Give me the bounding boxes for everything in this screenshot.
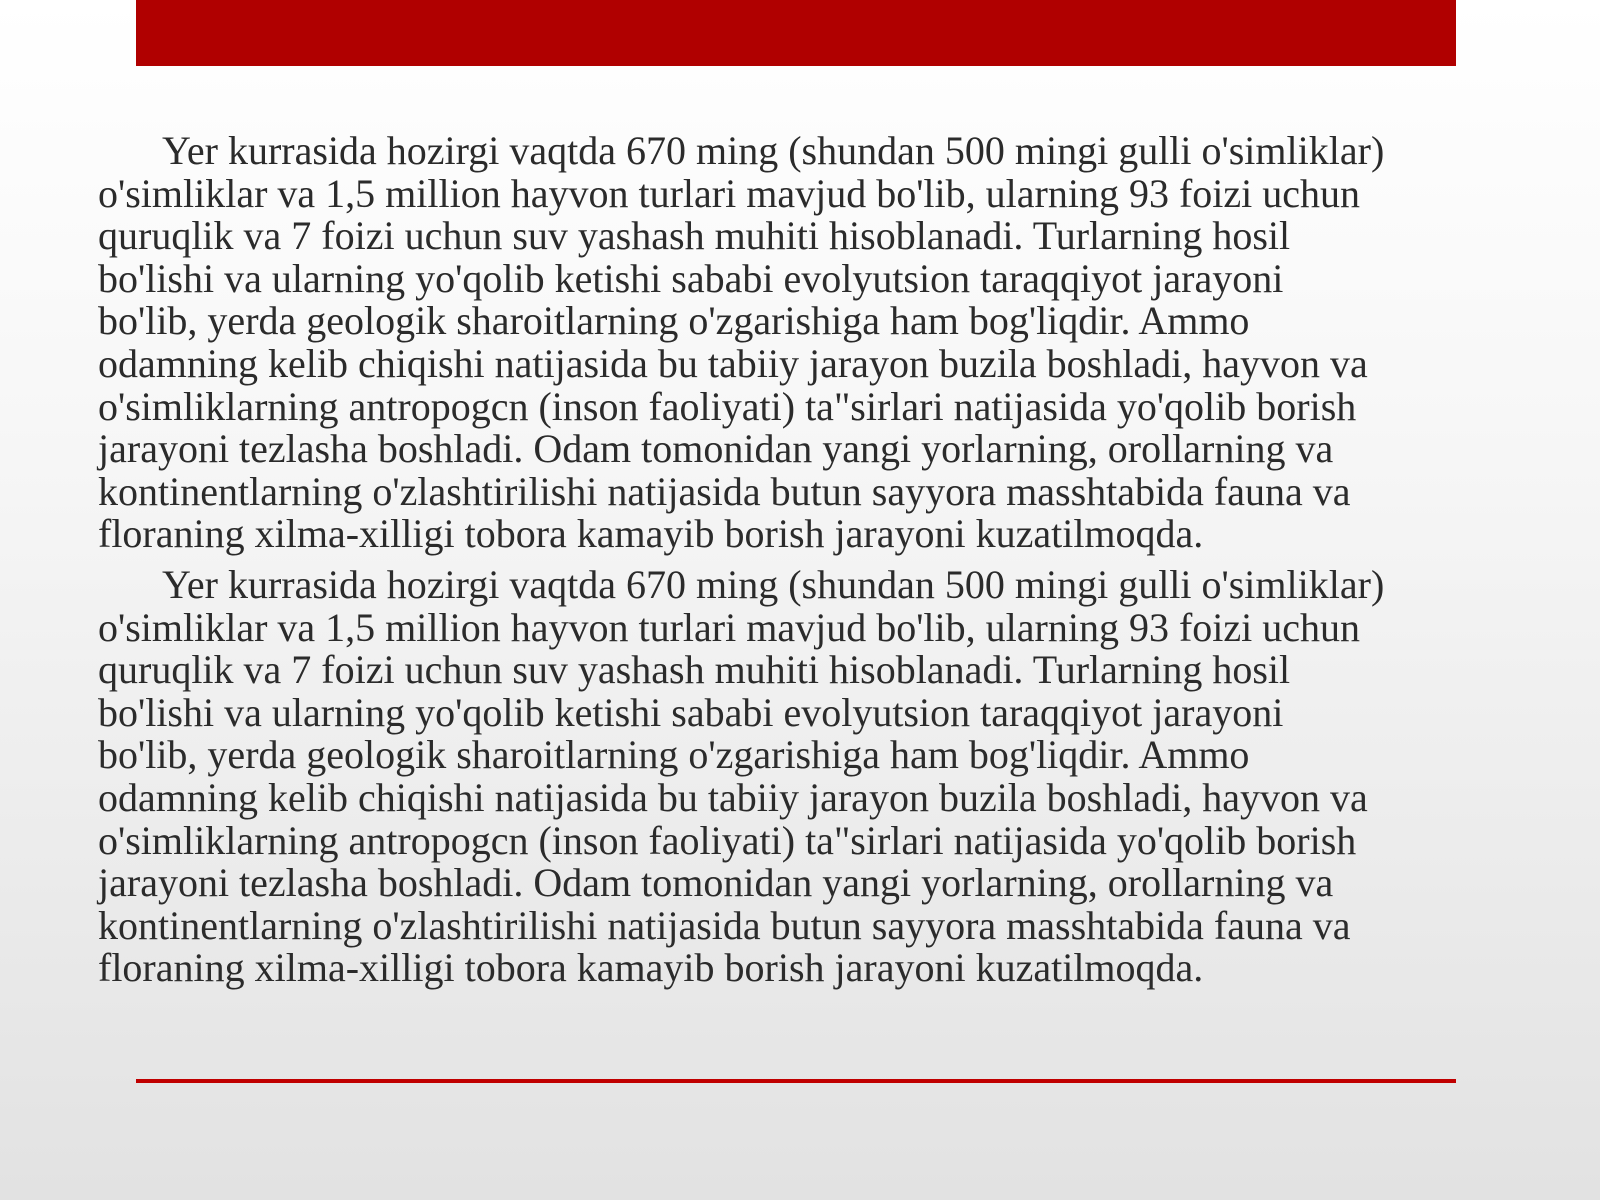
slide-body: [98, 130, 1538, 998]
body-paragraph-1: Yer kurrasida hozirgi vaqtda 670 ming (shundan 500 mingi gulli o'simliklar) o'simliklar va 1,5 million hayvon turlari mavjud bo'lib, ularning 93 foizi uchun quruqlik va 7 foizi uchun suv yashash muhiti hisoblanadi. Turlarning hosil bo'lishi va ularning yo'qolib ketishi sababi evolyutsion taraqqiyot jarayoni bo'lib, yerda geologik sharoitlarning o'zgarishiga ham bog'liqdir. Ammo odamning kelib chiqishi natijasida bu tabiiy jarayon buzila boshladi, hayvon va o'simliklarning antropogcn (inson faoliyati) ta"sirlari natijasida yo'qolib borish jarayoni tezlasha boshladi. Odam tomonidan yangi yorlarning, orollarning va kontinentlarning o'zlashtirilishi natijasida butun sayyora masshtabida fauna va floraning xilma-xilligi tobora kamayib borish jarayoni kuzatilmoqda.: [98, 128, 1385, 557]
bottom-divider-line: [136, 1079, 1456, 1083]
top-accent-bar: [136, 0, 1456, 66]
body-paragraph-2: Yer kurrasida hozirgi vaqtda 670 ming (shundan 500 mingi gulli o'simliklar) o'simliklar va 1,5 million hayvon turlari mavjud bo'lib, ularning 93 foizi uchun quruqlik va 7 foizi uchun suv yashash muhiti hisoblanadi. Turlarning hosil bo'lishi va ularning yo'qolib ketishi sababi evolyutsion taraqqiyot jarayoni bo'lib, yerda geologik sharoitlarning o'zgarishiga ham bog'liqdir. Ammo odamning kelib chiqishi natijasida bu tabiiy jarayon buzila boshladi, hayvon va o'simliklarning antropogcn (inson faoliyati) ta"sirlari natijasida yo'qolib borish jarayoni tezlasha boshladi. Odam tomonidan yangi yorlarning, orollarning va kontinentlarning o'zlashtirilishi natijasida butun sayyora masshtabida fauna va floraning xilma-xilligi tobora kamayib borish jarayoni kuzatilmoqda.: [98, 561, 1385, 991]
